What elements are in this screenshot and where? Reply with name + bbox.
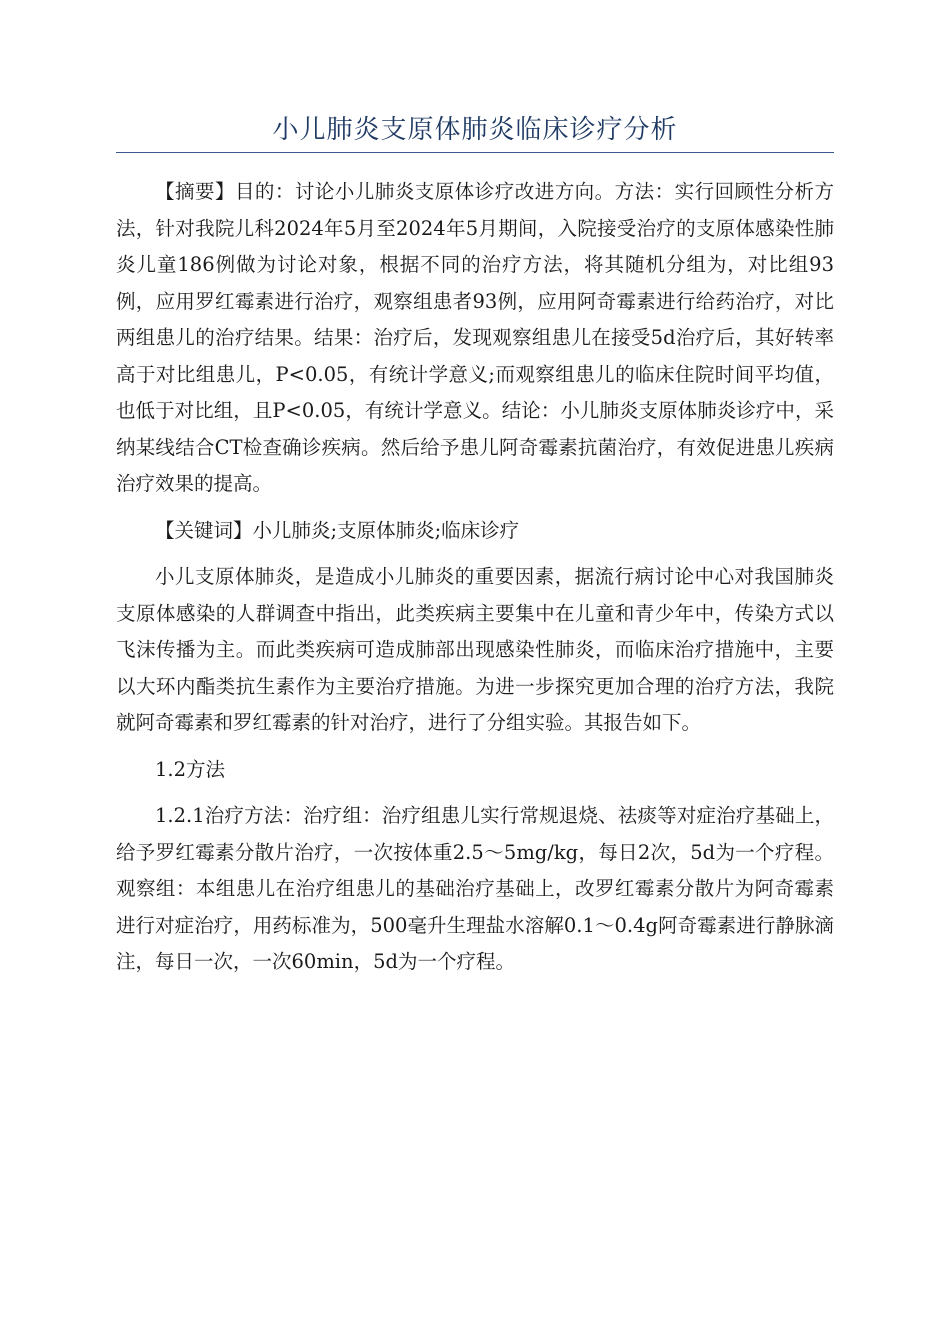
treatment-methods-paragraph: 1.2.1治疗方法：治疗组：治疗组患儿实行常规退烧、祛痰等对症治疗基础上，给予罗红霉素分散片治疗，一次按体重2.5～5mg/kg，每日2次，5d为一个疗程。观察组：本组患儿在治疗组患儿的基础治疗基础上，改罗红霉素分散片为阿奇霉素进行对症治疗，用药标准为，500毫升生理盐水溶解0.1～0.4g阿奇霉素进行静脉滴注，每日一次，一次60min，5d为一个疗程。 (116, 804, 834, 973)
abstract-paragraph: 【摘要】目的：讨论小儿肺炎支原体诊疗改进方向。方法：实行回顾性分析方法，针对我院儿科2024年5月至2024年5月期间，入院接受治疗的支原体感染性肺炎儿童186例做为讨论对象，根据不同的治疗方法，将其随机分组为，对比组93例，应用罗红霉素进行治疗，观察组患者93例，应用阿奇霉素进行给药治疗，对比两组患儿的治疗结果。结果：治疗后，发现观察组患儿在接受5d治疗后，其好转率高于对比组患儿，P<0.05，有统计学意义;而观察组患儿的临床住院时间平均值，也低于对比组，且P<0.05，有统计学意义。结论：小儿肺炎支原体肺炎诊疗中，采纳某线结合CT检查确诊疾病。然后给予患儿阿奇霉素抗菌治疗，有效促进患儿疾病治疗效果的提高。 (116, 180, 834, 495)
keywords-paragraph: 【关键词】小儿肺炎;支原体肺炎;临床诊疗 (155, 518, 520, 542)
document-body (116, 174, 834, 991)
section-heading-methods: 1.2方法 (155, 757, 226, 781)
intro-paragraph: 小儿支原体肺炎，是造成小儿肺炎的重要因素，据流行病讨论中心对我国肺炎支原体感染的人群调查中指出，此类疾病主要集中在儿童和青少年中，传染方式以飞沫传播为主。而此类疾病可造成肺部出现感染性肺炎，而临床治疗措施中，主要以大环内酯类抗生素作为主要治疗措施。为进一步探究更加合理的治疗方法，我院就阿奇霉素和罗红霉素的针对治疗，进行了分组实验。其报告如下。 (116, 565, 834, 734)
document-title: 小儿肺炎支原体肺炎临床诊疗分析 (272, 115, 678, 145)
title-underline (116, 152, 834, 153)
